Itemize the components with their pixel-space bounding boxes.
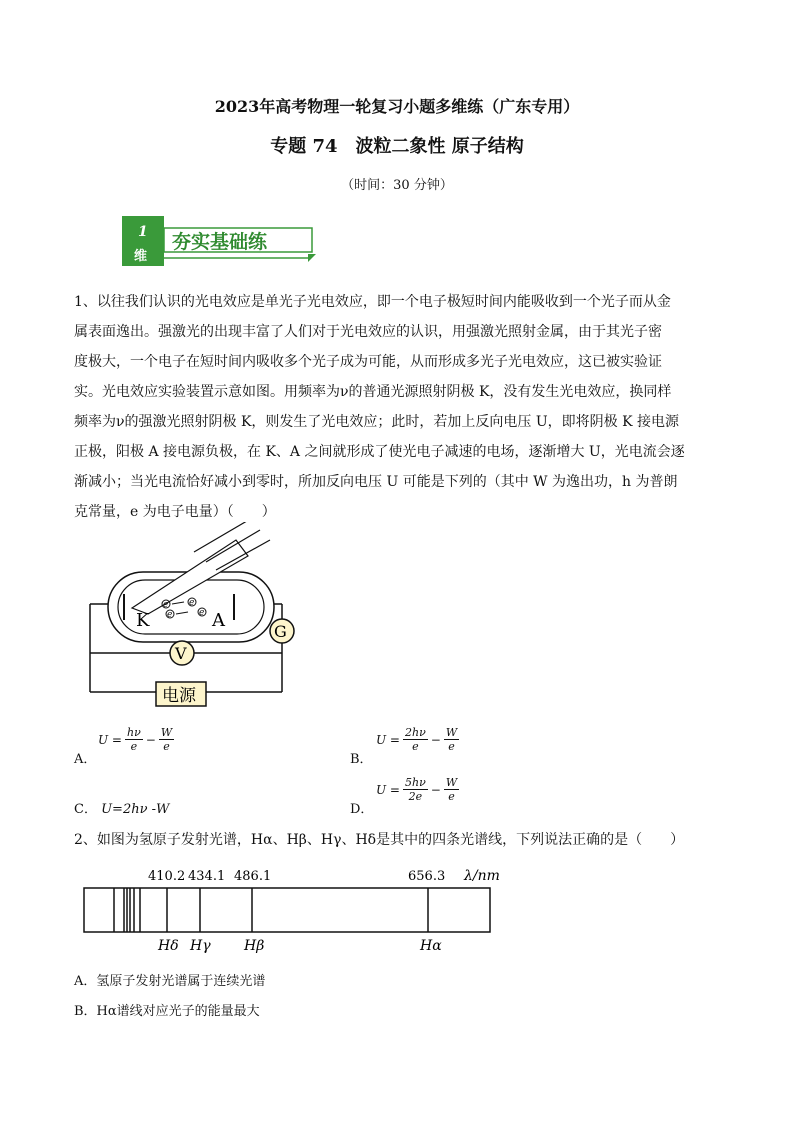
electron-mark: e <box>167 610 173 620</box>
option-d-letter: D． <box>350 802 374 817</box>
option-a-letter: A． <box>74 752 97 767</box>
anode-label: A <box>212 610 225 631</box>
electron-mark: e <box>189 598 195 608</box>
q2-line: 2、如图为氢原子发射光谱，Hα、Hβ、Hγ、Hδ是其中的四条光谱线，下列说法正确的是（ ） <box>74 832 685 848</box>
banner-wei: 维 <box>134 249 148 264</box>
page-title: 2023年高考物理一轮复习小题多维练（广东专用） <box>214 97 580 116</box>
electron-mark: e <box>199 608 205 618</box>
option-c-formula: U=2hν -W <box>101 802 170 817</box>
photoelectric-figure <box>84 522 310 716</box>
topic-title: 专题 74 波粒二象性 原子结构 <box>270 136 524 157</box>
fraction-den: 2e <box>408 790 423 803</box>
q1-line: 度极大，一个电子在短时间内吸收多个光子成为可能，从而形成多光子光电效应，这已被实验证 <box>74 354 662 370</box>
q2-option-a[interactable]: A．氢原子发射光谱属于连续光谱 <box>74 974 266 989</box>
fraction-num: W <box>445 726 458 739</box>
option-b-letter: B． <box>350 752 373 767</box>
fraction-den: e <box>448 790 455 803</box>
fraction-den: e <box>412 740 419 753</box>
fraction-num: W <box>445 776 458 789</box>
q1-line: 属表面逸出。强激光的出现丰富了人们对于光电效应的认识，用强激光照射金属，由于其光子密 <box>74 324 662 340</box>
wavelength-label: 410.2 <box>148 869 186 884</box>
wavelength-label: 656.3 <box>408 869 446 884</box>
q1-line: 渐减小；当光电流恰好减小到零时，所加反向电压 U 可能是下列的（其中 W 为逸出功，h 为普朗 <box>74 474 678 490</box>
section-banner <box>120 214 320 268</box>
q2-option-b[interactable]: B．Hα谱线对应光子的能量最大 <box>74 1004 260 1019</box>
hydrogen-spectrum-figure <box>80 862 510 962</box>
fraction-den: e <box>130 740 138 753</box>
fraction-num: 5hν <box>404 776 426 789</box>
q1-line: 频率为ν的强激光照射阴极 K，则发生了光电效应；此时，若加上反向电压 U，即将阴极 K 接电源 <box>74 414 680 430</box>
option-c[interactable] <box>74 798 169 817</box>
cathode-label: K <box>136 610 150 631</box>
fraction-num: W <box>160 726 173 739</box>
q1-line: 实。光电效应实验装置示意如图。用频率为ν的普通光源照射阴极 K，没有发生光电效应，换同样 <box>74 384 672 400</box>
line-label-h-alpha: Hα <box>420 938 442 954</box>
wavelength-label: 486.1 <box>234 869 272 884</box>
option-c-letter: C． <box>74 802 97 817</box>
time-limit: （时间：30 分钟） <box>341 178 453 193</box>
line-label-h-beta: Hβ <box>244 938 265 954</box>
axis-unit-label: λ/nm <box>464 868 500 884</box>
line-label-h-delta: Hδ <box>158 938 179 954</box>
option-d-lhs: U = <box>376 782 400 797</box>
fraction-den: e <box>448 740 455 753</box>
question-1-stem <box>74 287 724 527</box>
fraction-den: e <box>163 740 170 753</box>
galvanometer-label: G <box>274 622 287 641</box>
voltmeter-label: V <box>175 644 187 663</box>
fraction-num: 2hν <box>404 726 426 739</box>
banner-number: 1 <box>138 224 148 240</box>
option-a-lhs: U = <box>98 732 122 747</box>
power-source-label: 电源 <box>162 686 196 706</box>
banner-label: 夯实基础练 <box>172 231 268 253</box>
line-label-h-gamma: Hγ <box>190 938 211 954</box>
q1-line: 克常量，e 为电子电量）（ ） <box>74 504 276 520</box>
q1-line: 正极，阳极 A 接电源负极，在 K、A 之间就形成了使光电子减速的电场，逐渐增大 U，光电流会逐 <box>74 444 685 460</box>
fraction-num: hν <box>126 726 141 739</box>
question-2-stem <box>74 825 724 855</box>
wavelength-label: 434.1 <box>188 869 226 884</box>
q1-line: 1、以往我们认识的光电效应是单光子光电效应，即一个电子极短时间内能吸收到一个光子而从金 <box>74 294 671 310</box>
option-b-lhs: U = <box>376 732 400 747</box>
electron-mark: e <box>163 600 169 610</box>
